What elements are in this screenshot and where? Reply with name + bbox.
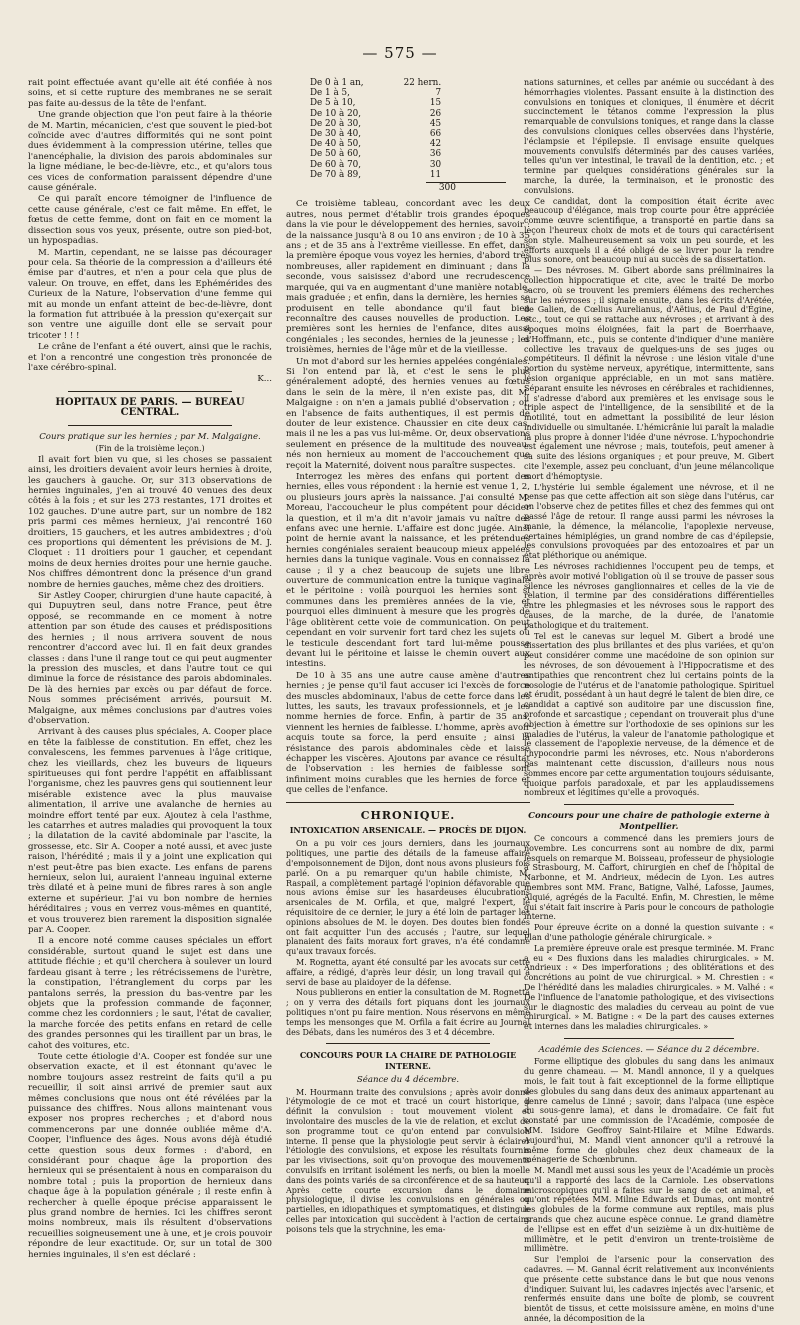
hernia-count: 22 hern. xyxy=(403,78,442,88)
age-range: De 1 à 5, xyxy=(310,88,350,99)
hernia-count: 30 xyxy=(429,159,442,170)
age-table xyxy=(310,78,447,180)
table-row xyxy=(310,160,447,170)
section-divider xyxy=(326,1043,490,1044)
section-divider xyxy=(68,425,232,426)
age-range: De 40 à 50, xyxy=(310,139,362,150)
hernia-count: 26 xyxy=(429,108,442,119)
hernia-count: 15 xyxy=(429,98,442,109)
paragraph: Ce candidat, dont la composition était écrite avec beaucoup d'élégance, mais trop courte pour être appréciée comme œuvre scientifique, a transporté en partie dans sa leçon l'heureux choix de mots et de tours qui caractérisent son style. Malheureusement sa voix un peu sourde, et les efforts auxquels il a été obligé de se livrer pour la rendre plus sonore, ont beaucoup nui au succès de sa dissertation. xyxy=(524,196,774,265)
paragraph: Sur l'emploi de l'arsenic pour la conservation des cadavres. — M. Gannal écrit relativement aux inconvénients que présente cette substance dans le but que nous venons d'indiquer. Suivant lui, les cadavres injectés avec l'arsenic, et renfermés ensuite dans une boîte de plomb, se couvrent bientôt de tissus, et cette moisissure amène, en moins d'une année, la décomposition de la xyxy=(524,1255,774,1324)
column-1 xyxy=(28,78,272,1261)
table-row xyxy=(310,170,447,180)
paragraph: Nous publierons en entier la consultation de M. Rognetta ; on y verra des détails fort piquans dont les journaux politiques n'ont pu faire mention. Nous réservons en même temps les mensonges que M. Orfila a fait écrire au Journal des Débats, dans les numéros des 3 et 4 décembre. xyxy=(286,988,530,1037)
paragraph: M. Hourmann traite des convulsions ; après avoir donné l'étymologie de ce mot et tracé un court historique, il définit la convulsion : tout mouvement violent et involontaire des muscles de la vie de relation, et exclut de son programme tout ce qu'on entend par convulsion interne. Il pense que la physiologie peut servir à éclairer l'étiologie des convulsions, et expose les résultats fournis par les vivisections, soit qu'on provoque des mouvements convulsifs en irritant isolément les nerfs, ou bien la moelle dans des points variés de sa circonférence et de sa hauteur. Après cette courte excursion dans le domaine physiologique, il divise les convulsions en générales ou partielles, en idiopathiques et symptomatiques, et distingue celles par intoxication qui succèdent à l'action de certains poisons tels que la strychnine, les ema- xyxy=(286,1087,530,1234)
table-row xyxy=(310,88,447,98)
paragraph: Les névroses rachidiennes l'occupent peu de temps, et après avoir motivé l'obligation où il se trouve de passer sous silence les névroses ganglionnaires et celles de la vie de relation, il termine par des considérations différentielles entre les phlegmasies et les névroses sous le rapport des causes, de la marche, de la durée, de l'anatomie pathologique et du traitement. xyxy=(524,562,774,630)
age-range: De 50 à 60, xyxy=(310,149,362,160)
hernia-count: 42 xyxy=(429,139,442,150)
paragraph: nations saturnines, et celles par anémie ou succédant à des hémorrhagies violentes. Passant ensuite à la distinction des convulsions en toniques et cloniques, il énumère et décrit succinctement le tétanos comme l'expression la plus remarquable de convulsions toniques, et range dans la classe des convulsions cloniques celles observées dans l'hystérie, l'éclampsie et l'épilepsie. Il envisage ensuite quelques mouvements convulsifs déterminés par des causes variées, telles qu'un ver intestinal, le travail de la dentition, etc. ; et termine par quelques considérations générales sur la marche, la durée, la terminaison, et le pronostic des convulsions. xyxy=(524,78,774,195)
paragraph: Il avait fort bien vu que, si les choses se passaient ainsi, les droitiers devaient avoir leurs hernies à droite, les gauchers à gauche. Or, sur 313 observations de hernies inguinales, j'en ai trouvé 40 venues des deux côtés à la fois ; et sur les 273 restantes, 171 droites et 102 gauches. D'une autre part, sur un nombre de 182 pris parmi ces mêmes hernieux, j'ai rencontré 160 droitiers, 15 gauchers, et les autres ambidextres ; d'où ces proportions qui démentent les prévisions de M. J. Cloquet : 11 droitiers pour 1 gaucher, et cependant moins de deux hernies droites pour une hernie gauche. Nos chiffres démontrent donc la présence d'un grand nombre de hernies gauches, même chez des droitiers. xyxy=(28,454,272,590)
paragraph: De 10 à 35 ans une autre cause amène d'autres hernies ; je pense qu'il faut accuser ici l'excès de force des muscles abdominaux, l'abus de cette force dans les luttes, les sauts, les travaux professionnels, et je les nomme hernies de force. Enfin, à partir de 35 ans, viennent les hernies de faiblesse. L'homme, après avoir acquis toute sa force, la perd ensuite ; ainsi la résistance des parois abdominales cède et laisse échapper les viscères. Ajoutons par avance ce résultat de l'observation : les hernies de faiblesse sont infiniment moins curables que les hernies de force et que celles de l'enfance. xyxy=(286,670,530,796)
paragraph: Tel est le canevas sur lequel M. Gibert a brodé une dissertation des plus brillantes et des plus variées, et qu'on peut considérer comme une macédoine de son opinion sur les névroses, de son dévouement à l'Hippocratisme et des antipathies que rencontrent chez lui certains points de la nosologie de l'utérus et de l'anatomie pathologique. Spirituel et érudit, possédant à un haut degré le talent de bien dire, ce candidat a captivé son auditoire par une discussion fine, profonde et sarcastique ; cependant on trouverait plus d'une objection à émettre sur l'orthodoxie de ses opinions sur les maladies de l'utérus, la valeur de l'anatomie pathologique et le classement de l'apoplexie nerveuse, de la démence et de l'hypocondrie parmi les névroses, etc. Nous n'aborderons pas maintenant cette discussion, d'ailleurs nous nous sommes encore par cette argumentation toujours séduisante, quoique parfois paradoxale, et par les applaudissemens nombreux et légitimes qu'elle a provoqués. xyxy=(524,631,775,798)
table-row xyxy=(310,149,447,159)
paragraph: Ce concours a commencé dans les premiers jours de novembre. Les concurrens sont au nombre de dix, parmi lesquels on remarque M. Boisseau, professeur de physiologie à Strasbourg, M. Caffort, chirurgien en chef de l'hôpital de Narbonne, et M. Andrieux, médecin de Lyon. Les autres membres sont MM. Franc, Batigne, Valhé, Lafosse, Jaumes, Alquié, agrégés de la Faculté. Enfin, M. Chrestien, le même qui s'était fait inscrire à Paris pour le concours de pathologie interne. xyxy=(524,833,774,922)
concours-montpellier-heading: Concours pour une chaire de pathologie externe à Montpellier. xyxy=(528,811,770,832)
paragraph: Toute cette étiologie d'A. Cooper est fondée sur une observation exacte, et il est étonnant qu'avec le nombre toujours assez restreint de faits qu'il a pu recueillir, il soit ainsi arrivé de premier saut aux mêmes conclusions que nous ont été révélées par la puissance des chiffres. Nous allons maintenant vous exposer nos propres recherches ; et d'abord nous commencerons par une donnée oubliée même d'A. Cooper, l'influence des âges. Nous avons déjà étudié cette question sous deux formes : d'abord, en considérant pour chaque âge la proportion des hernieux qui se présentaient à nous en comparaison du nombre total ; puis la proportion de hernieux dans chaque âge à la population générale ; il reste enfin à rechercher à quelle époque précise apparaissent le plus grand nombre de hernies. Ici les chiffres seront moins nombreux, mais ils résultent d'observations recueillies soigneusement une à une, et je crois pouvoir répondre de leur exactitude. Or, sur un total de 300 hernies inguinales, il s'en est déclaré : xyxy=(28,1051,272,1260)
chronique-heading: CHRONIQUE. xyxy=(360,808,456,822)
paragraph: On a pu voir ces jours derniers, dans les journaux politiques, une partie des détails de la fameuse affaire d'empoisonnement de Dijon, dont nous avons plusieurs fois parlé. On a pu remarquer qu'un habile chimiste, M. Raspail, a complètement partagé l'opinion défavorable que nous avions émise sur les hasardeuses élucubrations arsenicales de M. Orfila, et que, malgré l'expert, le réquisitoire de ce dernier, le jury a été loin de partager les opinions absolues de M. le doyen. Des doutes bien fondés ont fait acquitter l'un des accusés ; l'autre, sur lequel planaient des faits moraux fort graves, n'a été condamné qu'aux travaux forcés. xyxy=(286,839,530,957)
paragraph: Pour épreuve écrite on a donné la question suivante : « Plan d'une pathologie générale chirurgicale. » xyxy=(524,923,774,942)
table-row xyxy=(310,109,447,119)
hernia-count: 66 xyxy=(429,129,442,140)
paragraph: Forme elliptique des globules du sang dans les animaux du genre chameau. — M. Mandl annonce, il y a quelques mois, le fait tout à fait exceptionnel de la forme elliptique des globules du sang dans deux des animaux appartenant au genre camelus de Linné ; savoir, dans l'alpaca (une espèce du sous-genre lama), et dans le dromadaire. Ce fait fut constaté par une commission de l'Académie, composée de MM. Isidore Geoffroy Saint-Hilaire et Milne Edwards. Aujourd'hui, M. Mandl vient annoncer qu'il a retrouvé la même forme de globules chez deux chameaux de la ménagerie de Schœnbrunn. xyxy=(524,1057,774,1165)
hernia-count: 7 xyxy=(435,88,442,99)
age-range: De 60 à 70, xyxy=(310,159,362,170)
table-row xyxy=(310,119,447,129)
paragraph: M. Rognetta, ayant été consulté par les avocats sur cette affaire, a rédigé, d'après leur désir, un long travail qui a servi de base au plaidoyer de la défense. xyxy=(286,957,530,987)
signature: K... xyxy=(257,374,272,385)
section-heading: HOPITAUX DE PARIS. — BUREAU CENTRAL. xyxy=(55,396,245,419)
age-total: 300 xyxy=(426,182,506,193)
paragraph: Ce qui paraît encore témoigner de l'influence de cette cause générale, c'est ce fait même. En effet, le fœtus de cette femme, dont on fait en ce moment la dissection sous vos yeux, présente, outre son pied-bot, un hypospadias. xyxy=(28,194,272,247)
chronique-subheading: INTOXICATION ARSENICALE. — PROCÈS DE DIJON. xyxy=(289,825,527,835)
table-row xyxy=(310,139,447,149)
hernia-count: 11 xyxy=(429,169,442,180)
table-row xyxy=(310,78,447,88)
section-divider xyxy=(564,1038,734,1039)
seance-date: Séance du 4 décembre. xyxy=(356,1075,460,1086)
paragraph: Ce troisième tableau, concordant avec les deux autres, nous permet d'établir trois grandes époques dans la vie pour le développement des hernies, savoir : de la naissance jusqu'à 8 ou 10 ans environ ; de 10 à 35 ans ; et de 35 ans à l'extrême vieillesse. En effet, dans la première époque vous voyez les hernies, d'abord très nombreuses, aller rapidement en diminuant ; dans la seconde, vous saisissez d'abord une recrudescence marquée, qui va en augmentant d'une manière notable, mais graduée ; et enfin, dans la dernière, les hernies se produisent en telle abondance qu'il faut bien reconnaître des causes nouvelles de production. Les premières sont les hernies de l'enfance, dites aussi congéniales ; les secondes, hernies de la jeunesse ; les troisièmes, hernies de l'âge mûr et de la vieillesse. xyxy=(286,199,530,356)
column-2 xyxy=(286,78,530,1236)
table-row xyxy=(310,129,447,139)
paragraph: rait point effectuée avant qu'elle ait été confiée à nos soins, et si cette rupture des membranes ne se serait pas faite au-dessus de la tête de l'enfant. xyxy=(28,78,272,109)
paragraph: M. Mandl met aussi sous les yeux de l'Académie un procès qu'il a rapporté des lacs de la Carniole. Les observations microscopiques qu'il a faites sur le sang de cet animal, et qu'ont répétées MM. Milne Edwards et Dumas, ont montré les globules de la forme commune aux reptiles, mais plus grands que chez aucune espèce connue. Le grand diamètre de l'ellipse est en effet d'un seizième à un dix-huitième de millimètre, et le petit d'environ un trente-troisième de millimètre. xyxy=(524,1166,774,1254)
paragraph: Sir Astley Cooper, chirurgien d'une haute capacité, à qui Dupuytren seul, dans notre France, peut être opposé, se recommande en ce moment à notre attention par son étude des causes et prédispositions des hernies ; il nous arrivera souvent de nous rencontrer d'accord avec lui. Il en fait deux grandes classes : dans l'une il range tout ce qui peut augmenter la pression des muscles, et dans l'autre tout ce qui diminue la force de résistance des parois abdominales. De là des hernies par excès ou par défaut de force. Nous sommes précisément arrivés, poursuit M. Malgaigne, aux mêmes conclusions par d'autres voies d'observation. xyxy=(28,591,272,726)
paragraph: Interrogez les mères des enfans qui portent des hernies, elles vous répondent : la hernie est venue 1, 2, ou plusieurs jours après la naissance. J'ai consulté M. Moreau, l'accoucheur le plus compétent pour décider la question, et il m'a dit n'avoir jamais vu naître des enfans avec une hernie. L'affaire est donc jugée. Ainsi point de hernie avant la naissance, et les prétendues hernies congéniales seraient beaucoup mieux appelées hernies dans la tunique vaginale. Vous en connaissez la cause ; il y a chez beaucoup de sujets une libre ouverture de communication entre la tunique vaginale et le péritoine : voilà pourquoi les hernies sont si communes dans les premières années de la vie, et pourquoi elles diminuent à mesure que les progrès de l'âge oblitèrent cette voie de communication. On peut cependant en voir survenir fort tard chez les sujets où le testicule descendant fort tard lui-même pousse devant lui le péritoine et laisse le chemin ouvert aux intestins. xyxy=(286,472,530,670)
paragraph: Un mot d'abord sur les hernies appelées congéniales. Si l'on entend par là, et c'est le sens le plus généralement adopté, des hernies venues au fœtus dans le sein de la mère, il n'en existe pas, dit M. Malgaigne : on n'en a jamais publié d'observation ; or, en l'absence de faits authentiques, il est permis de douter de leur existence. Chaussier en cite deux cas, mais il ne les a pas vus lui-même. Or, deux observations seulement en présence de la multitude des nouveau-nés non hernieux au moment de l'accouchement que reçoit la Maternité, doivent nous paraître suspectes. xyxy=(286,356,530,471)
lecture-note: (Fin de la troisième leçon.) xyxy=(95,444,205,453)
paragraph: La première épreuve orale est presque terminée. M. Franc a eu « Des fluxions dans les maladies chirurgicales. » M. Andrieux : « Des imperforations ; des oblitérations et des concrétions au point de vue chirurgical. » M. Chrestien : « De l'hérédité dans les maladies chirurgicales. » M. Valhé : « De l'influence de l'anatomie pathologique, et des vivisections sur le diagnostic des maladies du cerveau au point de vue chirurgical. » M. Batigne : « De la part des causes externes et internes dans les maladies chirurgicales. » xyxy=(524,943,774,1032)
age-range: De 70 à 89, xyxy=(310,169,362,180)
academie-heading: Académie des Sciences. — Séance du 2 décembre. xyxy=(538,1044,760,1055)
concours-heading: CONCOURS POUR LA CHAIRE DE PATHOLOGIE INTERNE. xyxy=(299,1050,517,1071)
paragraph: Une grande objection que l'on peut faire à la théorie de M. Martin, mécanicien, c'est que souvent le pied-bot coïncide avec d'autres difformités qui ne sont point dues évidemment à la compression utérine, telles que l'anencéphalie, la division des parois abdominales sur la ligne médiane, le bec-de-lièvre, etc., et qu'alors tous ces vices de conformation paraissent dépendre d'une cause générale. xyxy=(28,110,272,194)
age-range: De 20 à 30, xyxy=(310,118,362,129)
section-subheading: Cours pratique sur les hernies ; par M. Malgaigne. xyxy=(39,431,261,442)
age-range: De 10 à 20, xyxy=(310,108,362,119)
section-divider xyxy=(564,804,734,805)
paragraph: — Des névroses. M. Gibert aborde sans préliminaires la collection hippocratique et cite, avec le traité De morbo sacro, où se trouvent les premiers élémens des recherches sur les névroses ; il signale ensuite, dans les écrits d'Arétée, de Galien, de Cœlius Aurelianus, d'Aëtius, de Paul d'Égine, etc., tout ce qui se rattache aux névroses ; et arrivant à des époques moins éloignées, fait la part de Boerrhaave, d'Hoffmann, etc., puis se contente d'indiquer d'une manière collective les travaux de quelques-uns de ses juges ou compétiteurs. Il définit la névrose : une lésion vitale d'une portion du système nerveux, apyrétique, intermittente, sans lésion organique appréciable, en un mot sans matière. Séparant ensuite les névroses en cérébrales et rachidiennes, il s'adresse d'abord aux premières et les envisage sous le triple aspect de l'intelligence, de la sensibilité et de la motilité, tout en admettant la possibilité de leur lésion individuelle ou simultanée. L'hémicrânie lui paraît la maladie la plus propre à donner l'idée d'une névrose. L'hypochondrie est également une névrose ; mais, toutefois, peut amener à sa suite des lésions organiques ; et pour preuve, M. Gibert cite l'exemple, assez peu concluant, d'un jeune mélancolique mort d'hémoptysie. xyxy=(524,266,774,481)
paragraph: L'hystérie lui semble également une névrose, et il ne pense pas que cette affection ait son siège dans l'utérus, car on l'observe chez de petites filles et chez des femmes qui ont passé l'âge de retour. Il range aussi parmi les névroses la manie, la démence, la mélancolie, l'apoplexie nerveuse, certaines hémiplégies, un grand nombre de cas d'épilepsie, les convulsions provoquées par des entozoaires et par un état pléthorique ou anémique. xyxy=(524,482,774,561)
paragraph: Arrivant à des causes plus spéciales, A. Cooper place en tête la faiblesse de constitution. En effet, chez les convalescens, les femmes parvenues à l'âge critique, chez les vieillards, chez les buveurs de liqueurs spiritueuses qui font perdre l'appétit en affaiblissant l'organisme, chez les pauvres gens qui soutiennent leur misérable existence avec la plus mauvaise alimentation, il arrive une avalanche de hernies au moindre effort tenté par eux. Ajoutez à cela l'asthme, les catarrhes et autres maladies qui provoquent la toux ; la dilatation de la cavité abdominale par l'ascite, la grossesse, etc. Sir A. Cooper a noté aussi, et avec juste raison, l'hérédité ; mais il y a joint une explication qui n'est peut-être pas bien exacte. Les enfans de parens hernieux, selon lui, auraient l'anneau inguinal externe très dilaté et à peine muni de fibres rares à son angle externe et supérieur. J'ai vu bon nombre de hernies héréditaires ; vous en verrez vous-mêmes en quantité, et vous trouverez bien rarement la disposition signalée par A. Cooper. xyxy=(28,727,272,936)
paragraph: Le crâne de l'enfant a été ouvert, ainsi que le rachis, et l'on a rencontré une congestion très prononcée de l'axe cérébro-spinal. xyxy=(28,342,272,373)
paragraph: M. Martin, cependant, ne se laisse pas décourager pour cela. Sa théorie de la compression a d'ailleurs été émise par d'autres, et n'en a pour cela que plus de valeur. On trouve, en effet, dans les Ephémérides des Curieux de la Nature, l'observation d'une femme qui mit au monde un enfant atteint de bec-de-lièvre, dont la formation fut attribuée à la pression qu'exerçait sur son ventre une aiguille dont elle se servait pour tricoter ! ! ! xyxy=(28,247,272,341)
section-divider xyxy=(286,802,530,803)
hernia-count: 45 xyxy=(429,118,442,129)
page-number: — 575 — xyxy=(362,44,438,62)
age-range: De 0 à 1 an, xyxy=(310,78,364,88)
column-3 xyxy=(524,78,774,1325)
section-divider xyxy=(68,391,232,392)
age-range: De 30 à 40, xyxy=(310,129,362,140)
hernia-count: 36 xyxy=(429,149,442,160)
table-row xyxy=(310,98,447,108)
age-range: De 5 à 10, xyxy=(310,98,356,109)
paragraph: Il a encore noté comme causes spéciales un effort considérable, surtout quand le sujet est dans une attitude fléchie ; et qu'il cherchera à soulever un lourd fardeau gisant à terre ; les rétrécissemens de l'urètre, la constipation, l'étranglement du corps par les pantalons serrés, la pression du bas-ventre par les objets que la profession commande de façonner, comme chez les cordonniers ; le saut, l'état de cavalier, la marche forcée des petits enfans en retard de celle des grandes personnes qui les tiraillent par un bras, le cahot des voitures, etc. xyxy=(28,936,272,1051)
